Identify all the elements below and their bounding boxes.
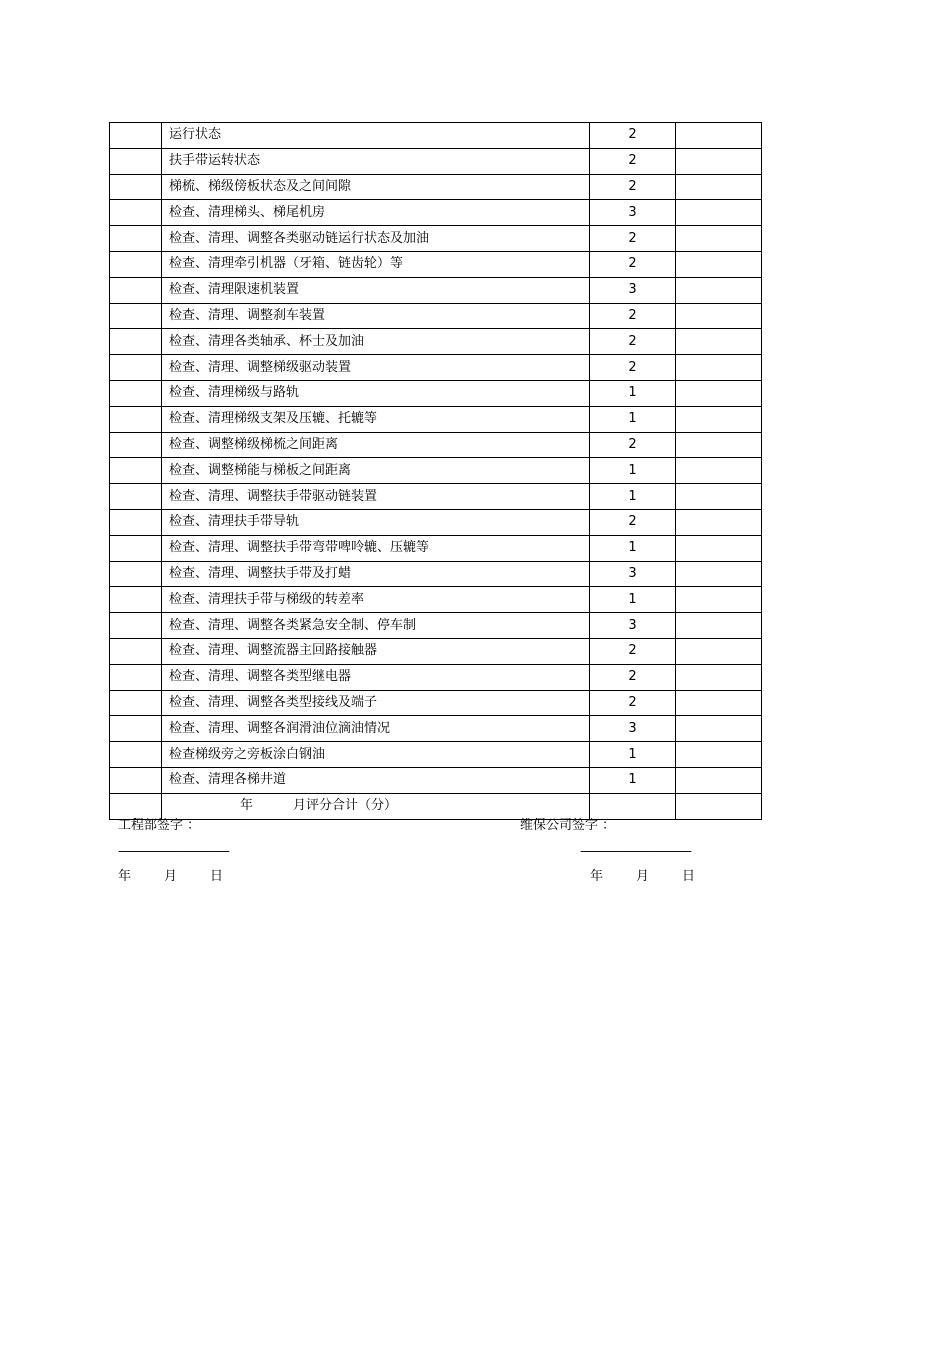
table-row: [110, 664, 762, 690]
score-cell: 2: [590, 355, 676, 381]
row-blank-cell: [110, 742, 162, 768]
row-blank-cell: [110, 535, 162, 561]
row-blank-cell: [110, 148, 162, 174]
rating-cell: [676, 329, 762, 355]
table-row: [110, 432, 762, 458]
table-row: [110, 638, 762, 664]
item-cell: 检查、清理、调整刹车装置: [162, 303, 590, 329]
row-blank-cell: [110, 561, 162, 587]
total-rating-cell: [676, 793, 762, 819]
maintenance-company-sign-date: [590, 869, 728, 885]
table-row: [110, 587, 762, 613]
rating-cell: [676, 587, 762, 613]
score-cell: 2: [590, 303, 676, 329]
rating-cell: [676, 509, 762, 535]
item-cell: 检查、清理梯级支架及压辘、托辘等: [162, 406, 590, 432]
score-cell: 3: [590, 561, 676, 587]
rating-cell: [676, 613, 762, 639]
table-row: [110, 148, 762, 174]
item-cell: 检查、清理各类轴承、杯士及加油: [162, 329, 590, 355]
rating-cell: [676, 380, 762, 406]
score-cell: 1: [590, 767, 676, 793]
row-blank-cell: [110, 303, 162, 329]
row-blank-cell: [110, 355, 162, 381]
score-cell: 1: [590, 742, 676, 768]
engineering-signature-line: ——————————: [118, 844, 228, 859]
table-row: [110, 613, 762, 639]
table-row: [110, 174, 762, 200]
rating-cell: [676, 458, 762, 484]
table-row: [110, 690, 762, 716]
table-row: [110, 303, 762, 329]
item-cell: 检查、清理、调整扶手带及打蜡: [162, 561, 590, 587]
row-blank-cell: [110, 380, 162, 406]
score-cell: 2: [590, 148, 676, 174]
table-row: [110, 355, 762, 381]
row-blank-cell: [110, 458, 162, 484]
rating-cell: [676, 174, 762, 200]
item-cell: 检查、清理扶手带导轨: [162, 509, 590, 535]
score-cell: 3: [590, 613, 676, 639]
maintenance-company-signature-label: 维保公司签字 ：: [520, 818, 616, 833]
score-cell: 1: [590, 458, 676, 484]
rating-cell: [676, 406, 762, 432]
item-cell: 检查、调整梯能与梯板之间距离: [162, 458, 590, 484]
rating-cell: [676, 432, 762, 458]
total-score-cell: [590, 793, 676, 819]
rating-cell: [676, 742, 762, 768]
row-blank-cell: [110, 123, 162, 149]
item-cell: 检查梯级旁之旁板涂白钢油: [162, 742, 590, 768]
row-blank-cell: [110, 484, 162, 510]
total-month-label: 月评分合计（分）: [293, 798, 398, 814]
row-blank-cell: [110, 329, 162, 355]
item-cell: 检查、清理、调整扶手带驱动链装置: [162, 484, 590, 510]
rating-cell: [676, 251, 762, 277]
item-cell: 检查、清理梯头、梯尾机房: [162, 200, 590, 226]
item-cell: 扶手带运转状态: [162, 148, 590, 174]
score-cell: 3: [590, 277, 676, 303]
table-row: [110, 535, 762, 561]
rating-cell: [676, 716, 762, 742]
score-cell: 2: [590, 664, 676, 690]
rating-cell: [676, 638, 762, 664]
rating-cell: [676, 767, 762, 793]
score-cell: 2: [590, 226, 676, 252]
row-blank-cell: [110, 174, 162, 200]
score-cell: 2: [590, 432, 676, 458]
table-row: [110, 123, 762, 149]
item-cell: 检查、清理梯级与路轨: [162, 380, 590, 406]
table-row: [110, 251, 762, 277]
row-blank-cell: [110, 638, 162, 664]
score-cell: 2: [590, 509, 676, 535]
rating-cell: [676, 561, 762, 587]
item-cell: 检查、清理、调整扶手带弯带啤呤辘、压辘等: [162, 535, 590, 561]
table-body: [110, 123, 762, 820]
row-blank-cell: [110, 716, 162, 742]
score-cell: 3: [590, 200, 676, 226]
row-blank-cell: [110, 432, 162, 458]
score-cell: 2: [590, 329, 676, 355]
table-row: [110, 484, 762, 510]
score-cell: 3: [590, 716, 676, 742]
maintenance-date-month: 月: [636, 869, 650, 884]
row-blank-cell: [110, 613, 162, 639]
score-cell: 1: [590, 380, 676, 406]
item-cell: 检查、清理、调整各润滑油位滴油情况: [162, 716, 590, 742]
rating-cell: [676, 123, 762, 149]
table-row: [110, 277, 762, 303]
item-cell: 检查、清理各梯井道: [162, 767, 590, 793]
rating-cell: [676, 535, 762, 561]
row-blank-cell: [110, 277, 162, 303]
row-blank-cell: [110, 690, 162, 716]
maintenance-date-day: 日: [682, 869, 696, 884]
rating-cell: [676, 200, 762, 226]
row-blank-cell: [110, 509, 162, 535]
score-cell: 2: [590, 123, 676, 149]
total-year-label: 年: [240, 798, 254, 814]
engineering-date-day: 日: [210, 869, 224, 884]
row-blank-cell: [110, 251, 162, 277]
table-row: [110, 742, 762, 768]
row-blank-cell: [110, 664, 162, 690]
row-blank-cell: [110, 200, 162, 226]
engineering-date-month: 月: [164, 869, 178, 884]
row-blank-cell: [110, 767, 162, 793]
row-blank-cell: [110, 226, 162, 252]
rating-cell: [676, 355, 762, 381]
rating-cell: [676, 303, 762, 329]
item-cell: 检查、清理、调整流器主回路接触器: [162, 638, 590, 664]
score-cell: 1: [590, 484, 676, 510]
item-cell: 检查、清理限速机装置: [162, 277, 590, 303]
rating-cell: [676, 690, 762, 716]
item-cell: 检查、清理、调整梯级驱动装置: [162, 355, 590, 381]
score-cell: 2: [590, 251, 676, 277]
row-blank-cell: [110, 587, 162, 613]
maintenance-company-signature-line: ——————————: [580, 844, 690, 859]
score-cell: 1: [590, 587, 676, 613]
maintenance-date-year: 年: [590, 869, 604, 884]
score-cell: 2: [590, 690, 676, 716]
table-row-total: [110, 793, 762, 819]
rating-cell: [676, 148, 762, 174]
table-row: [110, 226, 762, 252]
rating-cell: [676, 277, 762, 303]
total-blank-cell: [110, 793, 162, 819]
table-row: [110, 329, 762, 355]
engineering-signature-label: 工程部签字 ：: [118, 818, 201, 833]
table-row: [110, 380, 762, 406]
table-row: [110, 200, 762, 226]
table-row: [110, 716, 762, 742]
table-row: [110, 509, 762, 535]
item-cell: 检查、清理、调整各类驱动链运行状态及加油: [162, 226, 590, 252]
score-cell: 2: [590, 174, 676, 200]
item-cell: 梯梳、梯级傍板状态及之间间隙: [162, 174, 590, 200]
engineering-date-year: 年: [118, 869, 132, 884]
rating-cell: [676, 484, 762, 510]
table-row: [110, 458, 762, 484]
item-cell: 检查、清理牵引机器（牙箱、链齿轮）等: [162, 251, 590, 277]
item-cell: 检查、清理、调整各类型继电器: [162, 664, 590, 690]
table-row: [110, 561, 762, 587]
item-cell: 运行状态: [162, 123, 590, 149]
score-cell: 1: [590, 406, 676, 432]
score-cell: 2: [590, 638, 676, 664]
item-cell: 检查、清理扶手带与梯级的转差率: [162, 587, 590, 613]
item-cell: 检查、清理、调整各类型接线及端子: [162, 690, 590, 716]
score-cell: 1: [590, 535, 676, 561]
rating-cell: [676, 226, 762, 252]
table-row: [110, 406, 762, 432]
item-cell: 检查、调整梯级梯梳之间距离: [162, 432, 590, 458]
engineering-sign-date: [118, 869, 256, 885]
rating-cell: [676, 664, 762, 690]
row-blank-cell: [110, 406, 162, 432]
total-label-cell: [162, 793, 590, 819]
item-cell: 检查、清理、调整各类紧急安全制、停车制: [162, 613, 590, 639]
table-row: [110, 767, 762, 793]
maintenance-score-table: [109, 122, 762, 820]
